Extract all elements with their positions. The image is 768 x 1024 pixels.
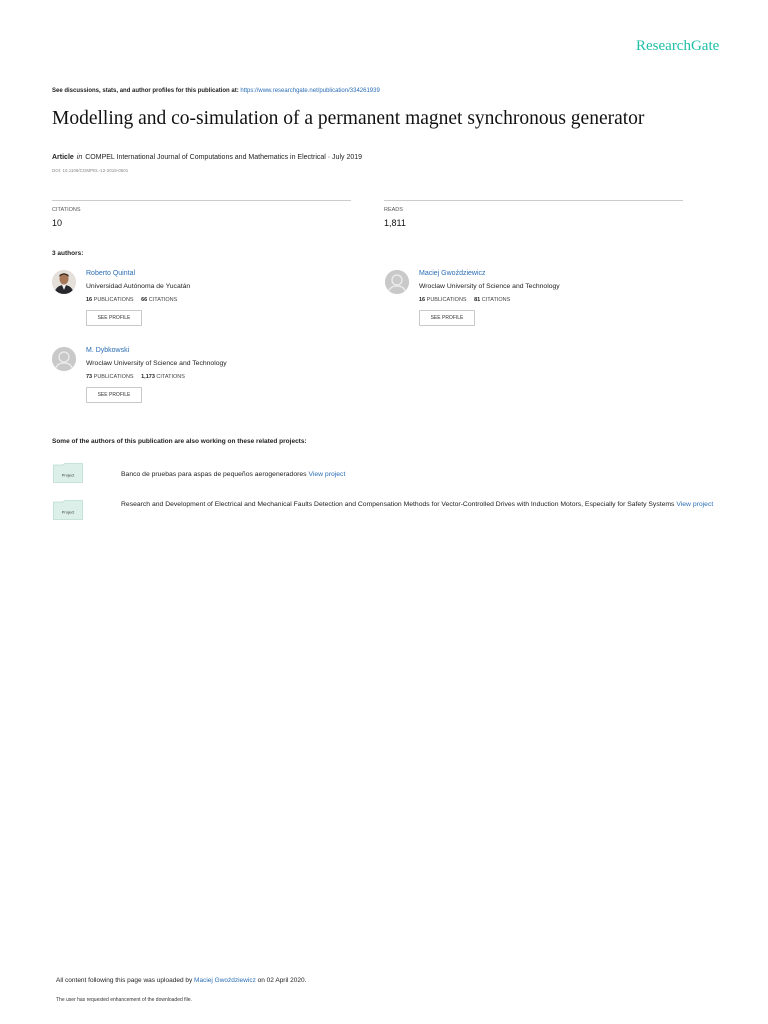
author-citations-label: CITATIONS	[156, 374, 185, 380]
author-card	[52, 347, 352, 417]
in-word: in	[76, 154, 83, 161]
author-citations-count: 81	[474, 297, 481, 303]
default-avatar-icon[interactable]	[385, 270, 409, 294]
author-publications-count: 73	[86, 374, 93, 380]
author-publications-count: 16	[419, 297, 426, 303]
related-projects-heading: Some of the authors of this publication are also working on these related projects:	[52, 438, 307, 445]
article-venue: COMPEL International Journal of Computations and Mathematics in Electrical · July 2019	[85, 154, 363, 161]
citations-value: 10	[52, 218, 63, 228]
author-institution: Wroclaw University of Science and Technology	[419, 283, 560, 290]
project-title: Banco de pruebas para aspas de pequeños aerogeneradores	[121, 471, 307, 478]
authors-heading: 3 authors:	[52, 250, 84, 257]
project-folder-icon[interactable]	[53, 500, 83, 520]
project-icon-label: Project	[61, 472, 75, 478]
default-avatar-icon[interactable]	[52, 347, 76, 371]
citations-rule	[52, 200, 351, 201]
reads-label: READS	[384, 207, 403, 213]
article-type: Article	[52, 154, 74, 161]
project-item	[121, 468, 721, 481]
author-photo-avatar[interactable]	[52, 270, 76, 294]
author-stats	[86, 297, 177, 303]
article-meta	[52, 154, 362, 161]
see-profile-button[interactable]: SEE PROFILE	[419, 310, 475, 326]
author-card	[52, 270, 352, 340]
reads-value: 1,811	[384, 218, 406, 228]
article-title: Modelling and co-simulation of a permanent magnet synchronous generator	[52, 108, 645, 129]
upload-suffix: on 02 April 2020.	[257, 977, 307, 984]
citations-label: CITATIONS	[52, 207, 81, 213]
enhancement-note: The user has requested enhancement of the downloaded file.	[56, 997, 192, 1003]
publication-url-link[interactable]: https://www.researchgate.net/publication/334261939	[240, 88, 380, 94]
view-project-link[interactable]: View project	[308, 471, 346, 478]
author-institution: Wroclaw University of Science and Technology	[86, 360, 227, 367]
author-citations-count: 66	[141, 297, 148, 303]
author-stats	[419, 297, 510, 303]
upload-info	[56, 977, 306, 984]
article-doi: DOI: 10.1108/COMPEL-12-2018-0501	[52, 168, 129, 173]
project-icon-label: Project	[61, 509, 75, 515]
uploader-link[interactable]: Maciej Gwoździewicz	[194, 977, 256, 984]
author-institution: Universidad Autónoma de Yucatán	[86, 283, 191, 290]
upload-prefix: All content following this page was uploaded by	[56, 977, 193, 984]
see-profile-button[interactable]: SEE PROFILE	[86, 387, 142, 403]
author-publications-count: 16	[86, 297, 93, 303]
author-citations-count: 1,173	[141, 374, 155, 380]
author-card	[385, 270, 685, 340]
author-stats	[86, 374, 185, 380]
author-publications-label: PUBLICATIONS	[426, 297, 467, 303]
author-name-link[interactable]: Maciej Gwoździewicz	[419, 270, 486, 277]
project-title: Research and Development of Electrical and Mechanical Faults Detection and Compensation Methods for Vector-Controlled Drives with Induction Motors, Especially for Safety Systems	[121, 501, 675, 508]
project-folder-icon[interactable]	[53, 463, 83, 483]
author-publications-label: PUBLICATIONS	[93, 374, 134, 380]
reads-rule	[384, 200, 683, 201]
discussion-text: See discussions, stats, and author profiles for this publication at:	[52, 88, 239, 94]
see-profile-button[interactable]: SEE PROFILE	[86, 310, 142, 326]
author-name-link[interactable]: M. Dybkowski	[86, 347, 130, 354]
author-citations-label: CITATIONS	[148, 297, 178, 303]
project-item	[121, 498, 721, 511]
author-name-link[interactable]: Roberto Quintal	[86, 270, 136, 277]
discussion-line	[52, 88, 380, 94]
view-project-link[interactable]: View project	[676, 501, 714, 508]
author-citations-label: CITATIONS	[481, 297, 511, 303]
researchgate-logo[interactable]: ResearchGate	[636, 38, 720, 54]
author-publications-label: PUBLICATIONS	[93, 297, 134, 303]
